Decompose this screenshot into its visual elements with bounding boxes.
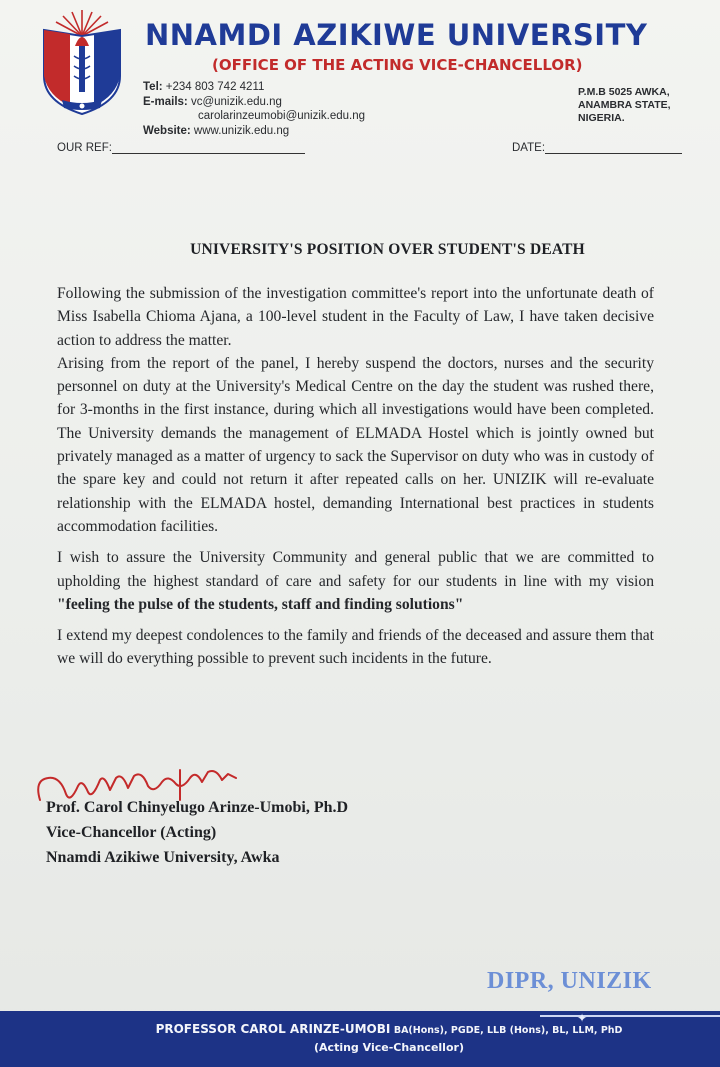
- tel-value: +234 803 742 4211: [165, 81, 265, 93]
- credit-watermark: DIPR, UNIZIK: [487, 968, 652, 994]
- university-crest-icon: [34, 6, 130, 118]
- address-line: P.M.B 5025 AWKA,: [578, 86, 670, 98]
- tel-label: Tel:: [143, 81, 163, 93]
- footer-qualifications: BA(Hons), PGDE, LLB (Hons), BL, LLM, PhD: [393, 1025, 623, 1036]
- website-label: Website:: [143, 124, 191, 137]
- signoff-block: [46, 795, 348, 870]
- office-title: (OFFICE OF THE ACTING VICE-CHANCELLOR): [212, 56, 583, 74]
- contact-block: [143, 80, 365, 138]
- paragraph-3-text: I wish to assure the University Community and general public that we are committed to upholding the highest standard of care and safety for our students in line with my vision: [57, 549, 654, 590]
- email-1: vc@unizik.edu.ng: [190, 95, 282, 108]
- letter-title-row: [0, 241, 720, 259]
- email-2: carolarinzeumobi@unizik.edu.ng: [198, 110, 366, 122]
- paragraph-4: I extend my deepest condolences to the family and friends of the deceased and assure them that we will do everything possible to prevent such incidents in the future.: [57, 627, 654, 668]
- sparkle-icon: ✦: [577, 1011, 588, 1025]
- website-value: www.unizik.edu.ng: [193, 124, 290, 137]
- address-line: ANAMBRA STATE,: [578, 99, 671, 111]
- address-line: NIGERIA.: [578, 112, 625, 124]
- signatory-institution: Nnamdi Azikiwe University, Awka: [46, 849, 280, 866]
- date-label: DATE:: [512, 142, 546, 154]
- paragraph-2: Arising from the report of the panel, I hereby suspend the doctors, nurses and the security personnel on duty at the University's Medical Centre on the day the student was rushed there, for 3-months in the first instance, during which all investigations would have been completed. The University demands the management of ELMADA Hostel which is jointly owned but privately managed as a matter of urgency to sack the Supervisor on duty who was in custody of the spare key and could not return it after repeated calls on her. UNIZIK will re-evaluate relationship with the ELMADA hostel, demanding International best practices in students accommodation facilities.: [57, 354, 654, 535]
- footer-divider: [540, 1015, 720, 1017]
- letter-title: UNIVERSITY'S POSITION OVER STUDENT'S DEATH: [190, 241, 585, 258]
- signatory-name: Prof. Carol Chinyelugo Arinze-Umobi, Ph.D: [46, 799, 349, 816]
- university-name: NNAMDI AZIKIWE UNIVERSITY: [145, 18, 648, 52]
- emails-label: E-mails:: [143, 95, 188, 108]
- our-ref-line: [112, 143, 305, 154]
- date-line: [545, 143, 682, 154]
- footer-text: [0, 1021, 720, 1056]
- postal-address: [578, 86, 671, 125]
- date-field: [512, 142, 682, 154]
- our-ref-label: OUR REF:: [57, 142, 112, 154]
- signatory-position: Vice-Chancellor (Acting): [46, 824, 217, 841]
- our-ref-field: [57, 142, 305, 154]
- vision-quote: "feeling the pulse of the students, staff and finding solutions": [57, 595, 464, 613]
- paragraph-1: Following the submission of the investigation committee's report into the unfortunate death of Miss Isabella Chioma Ajana, a 100-level student in the Faculty of Law, I have taken decisive action to address the matter.: [57, 285, 654, 349]
- paragraph-3: [57, 546, 654, 616]
- footer-role: (Acting Vice-Chancellor): [314, 1041, 464, 1054]
- letter-body: [57, 282, 654, 671]
- footer-name: PROFESSOR CAROL ARINZE-UMOBI: [155, 1022, 391, 1036]
